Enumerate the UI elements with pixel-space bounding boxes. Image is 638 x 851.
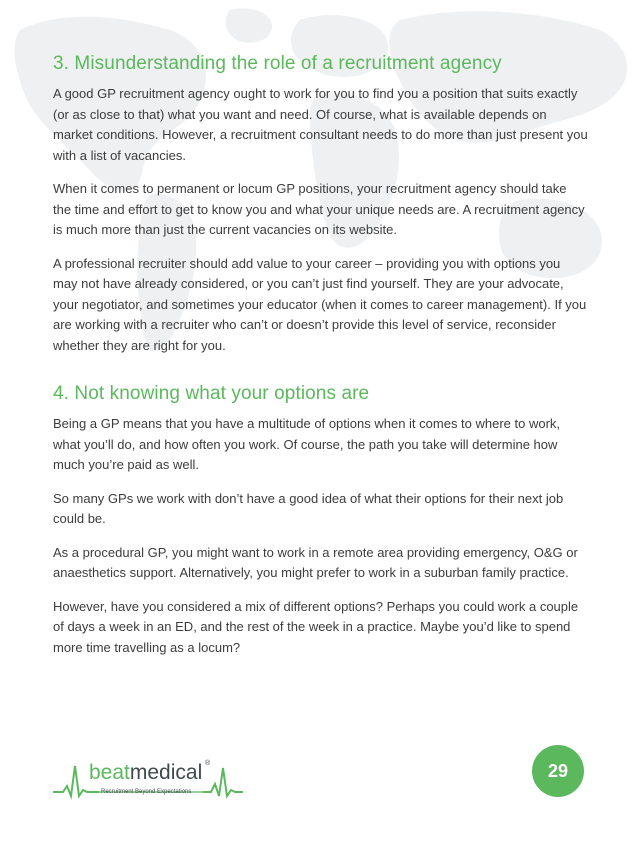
section-heading: 3. Misunderstanding the role of a recruitment agency	[53, 53, 502, 74]
paragraph: So many GPs we work with don’t have a good idea of what their options for their next job could be.	[53, 490, 564, 526]
paragraph: A good GP recruitment agency ought to work for you to find you a position that suits exactly (or as close to that) what you want and need. Of course, what is available depends on market conditions. However, a recruitment consultant needs to do more than just present you with a list of vacancies.	[53, 86, 588, 163]
logo-beat: beat	[89, 761, 130, 784]
paragraph: Being a GP means that you have a multitude of options when it comes to where to work, what you’ll do, and how often you work. Of course, the path you take will determine how much you’re paid as well.	[53, 416, 561, 472]
section-misunderstanding-agency	[53, 52, 588, 356]
paragraph: When it comes to permanent or locum GP positions, your recruitment agency should take the time and effort to get to know you and what your unique needs are. A recruitment agency is much more than just the current vacancies on its website.	[53, 181, 585, 237]
logo-tagline: Recruitment Beyond Expectations	[101, 789, 192, 795]
section-heading: 4. Not knowing what your options are	[53, 383, 370, 404]
logo-medical: medical	[129, 761, 203, 784]
paragraph: As a procedural GP, you might want to work in a remote area providing emergency, O&G or anaesthetics support. Alternatively, you might prefer to work in a suburban family practice.	[53, 544, 578, 580]
beatmedical-logo	[53, 760, 243, 800]
paragraph: A professional recruiter should add value to your career – providing you with options you may not have already considered, or you can’t just find yourself. They are your advocate, your negotiator, and sometimes your educator (when it comes to career management). If you are working with a recruiter who can’t or doesn’t provide this level of service, reconsider whether they are right for you.	[53, 255, 587, 353]
section-options	[53, 382, 588, 658]
paragraph: However, have you considered a mix of different options? Perhaps you could work a couple of days a week in an ED, and the rest of the week in a practice. Maybe you’d like to spend more time travelling as a locum?	[53, 598, 579, 655]
page-number-badge: 29	[532, 745, 584, 797]
registered-mark: ®	[205, 760, 211, 767]
logo-wordmark	[89, 762, 202, 784]
page-content	[53, 52, 588, 671]
